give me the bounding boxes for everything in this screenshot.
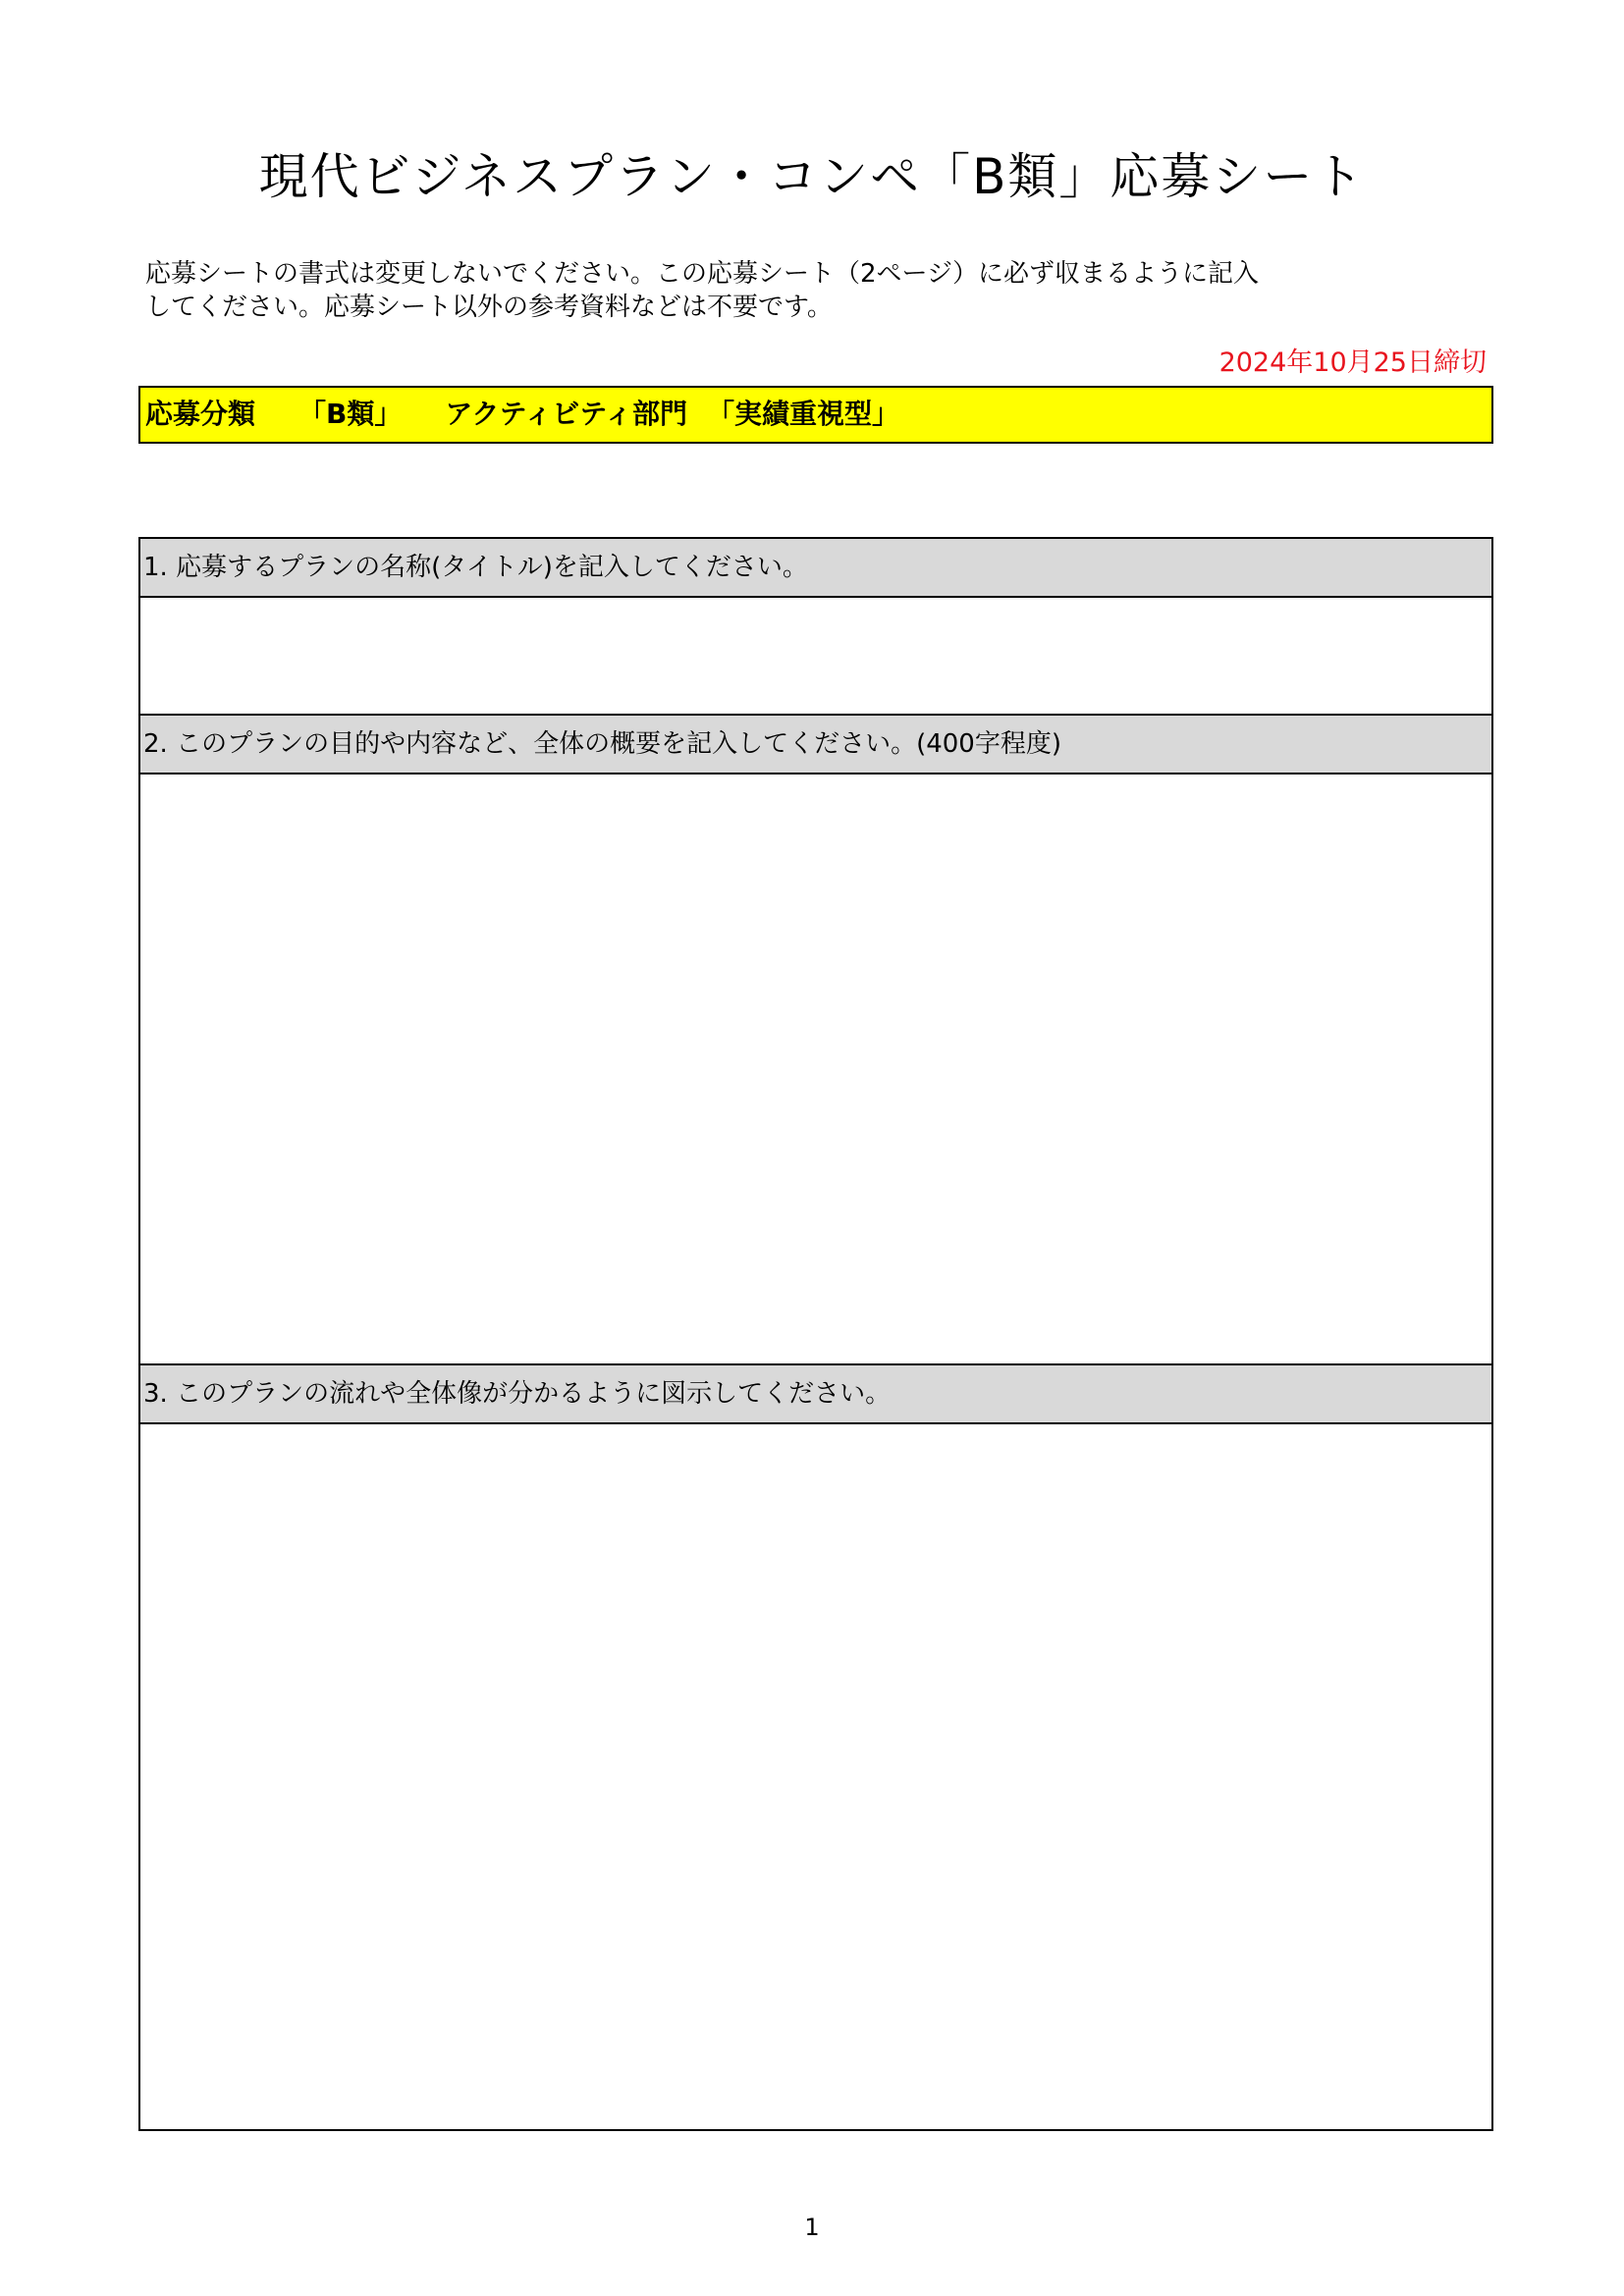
question-2-answer-field[interactable] xyxy=(140,774,1491,1365)
category-label: 応募分類 xyxy=(145,398,256,430)
category-class: 「B類」 xyxy=(298,398,403,430)
question-1-header: 1. 応募するプランの名称(タイトル)を記入してください。 xyxy=(140,539,1491,598)
question-3-header: 3. このプランの流れや全体像が分かるように図示してください。 xyxy=(140,1365,1491,1424)
page-number: 1 xyxy=(804,2214,820,2241)
application-form xyxy=(138,537,1493,2131)
instructions-line-2: してください。応募シート以外の参考資料などは不要です。 xyxy=(145,293,833,322)
instructions-line-1: 応募シートの書式は変更しないでください。この応募シート（2ページ）に必ず収まるように記入 xyxy=(145,259,1260,289)
instructions xyxy=(145,257,1500,324)
question-1-answer-field[interactable] xyxy=(140,598,1491,716)
category-division: アクティビティ部門 xyxy=(445,398,688,430)
page-title: 現代ビジネスプラン・コンペ「B類」応募シート xyxy=(258,148,1366,205)
category-bar xyxy=(138,386,1493,444)
question-3-answer-field[interactable] xyxy=(140,1424,1491,2128)
deadline-text: 2024年10月25日締切 xyxy=(1218,347,1487,378)
category-type: 「実績重視型」 xyxy=(707,398,900,430)
question-2-header: 2. このプランの目的や内容など、全体の概要を記入してください。(400字程度) xyxy=(140,716,1491,774)
